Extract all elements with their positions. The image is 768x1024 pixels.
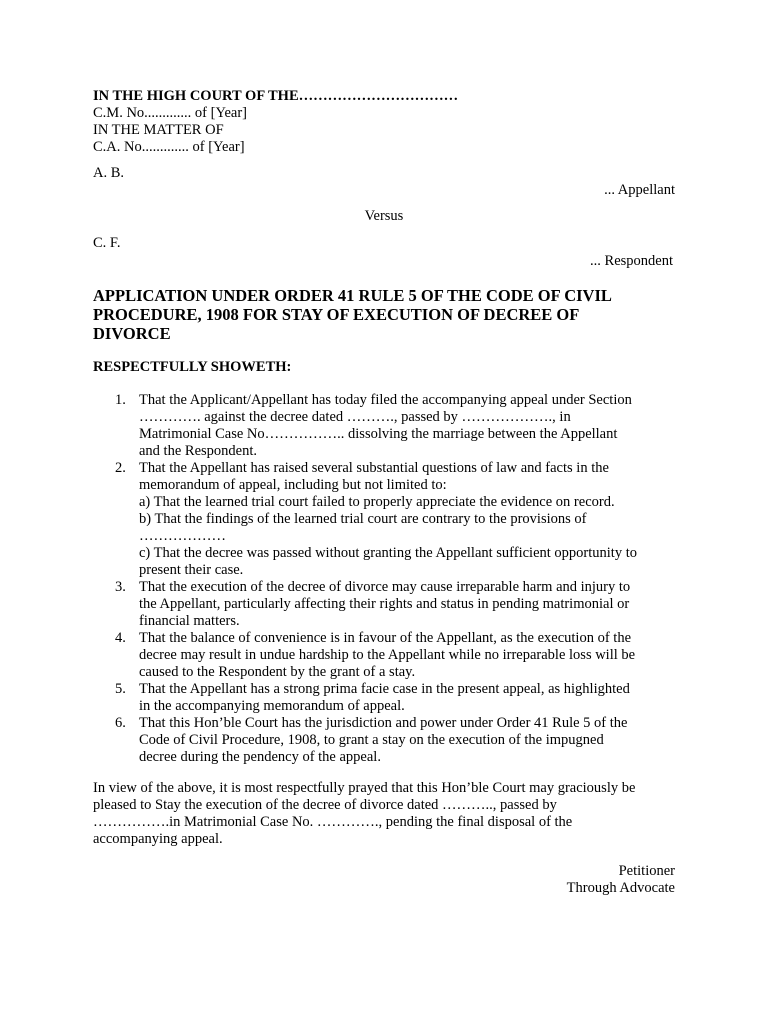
ground-text-line: Code of Civil Procedure, 1908, to grant a stay on the execution of the impugned: [139, 732, 604, 748]
signature-block: [93, 863, 675, 897]
respondent-name: C. F.: [93, 235, 121, 251]
ground-text-line: financial matters.: [139, 613, 240, 629]
case-header: [93, 88, 675, 156]
ground-item: [93, 681, 675, 715]
cm-number: C.M. No............. of [Year]: [93, 105, 247, 121]
ca-number: C.A. No............. of [Year]: [93, 139, 245, 155]
ground-text-line: …………. against the decree dated ………., passed by ………………., in: [139, 409, 571, 425]
versus-text: Versus: [364, 208, 404, 224]
grounds-list: [93, 392, 675, 766]
respondent-role: ... Respondent: [590, 253, 673, 269]
ground-item: [93, 579, 675, 630]
court-name: IN THE HIGH COURT OF THE……………………………: [93, 88, 459, 104]
prayer-text-line: accompanying appeal.: [93, 831, 223, 847]
ground-text-line: decree may result in undue hardship to the Appellant while no irreparable loss will be: [139, 647, 636, 663]
ground-text-line: a) That the learned trial court failed to properly appreciate the evidence on record.: [139, 494, 615, 510]
ground-number: 5.: [115, 681, 126, 697]
ground-text-line: That the Applicant/Appellant has today filed the accompanying appeal under Section: [139, 392, 632, 408]
ground-text-line: That the Appellant has raised several substantial questions of law and facts in the: [139, 460, 609, 476]
ground-text-line: Matrimonial Case No…………….. dissolving the marriage between the Appellant: [139, 426, 618, 442]
ground-text-line: caused to the Respondent by the grant of a stay.: [139, 664, 416, 680]
ground-text-line: That this Hon’ble Court has the jurisdiction and power under Order 41 Rule 5 of the: [139, 715, 628, 731]
ground-item: [93, 460, 675, 579]
ground-text-line: That the Appellant has a strong prima facie case in the present appeal, as highlighted: [139, 681, 630, 697]
ground-text-line: That the execution of the decree of divorce may cause irreparable harm and injury to: [139, 579, 631, 595]
through-advocate-label: Through Advocate: [566, 880, 675, 896]
prayer-paragraph: [93, 780, 675, 848]
ground-text-line: c) That the decree was passed without granting the Appellant sufficient opportunity to: [139, 545, 637, 561]
title-line-1: APPLICATION UNDER ORDER 41 RULE 5 OF THE CODE OF CIVIL: [93, 286, 612, 305]
respectfully-showeth: [93, 359, 675, 376]
ground-item: [93, 630, 675, 681]
ground-text-line: and the Respondent.: [139, 443, 257, 459]
appellant-name: A. B.: [93, 165, 125, 181]
ground-text-line: memorandum of appeal, including but not limited to:: [139, 477, 447, 493]
versus-label: [93, 208, 675, 225]
ground-number: 1.: [115, 392, 126, 408]
title-line-2: PROCEDURE, 1908 FOR STAY OF EXECUTION OF DECREE OF: [93, 305, 580, 324]
ground-text-line: That the balance of convenience is in favour of the Appellant, as the execution of the: [139, 630, 632, 646]
ground-item: [93, 715, 675, 766]
ground-number: 6.: [115, 715, 126, 731]
prayer-text-line: …………….in Matrimonial Case No. …………., pending the final disposal of the: [93, 814, 573, 830]
appellant-block: [93, 165, 675, 199]
prayer-text-line: pleased to Stay the execution of the decree of divorce dated ……….., passed by: [93, 797, 557, 813]
ground-item: [93, 392, 675, 460]
ground-text-line: b) That the findings of the learned trial court are contrary to the provisions of: [139, 511, 587, 527]
ground-text-line: decree during the pendency of the appeal.: [139, 749, 381, 765]
title-line-3: DIVORCE: [93, 324, 171, 343]
showeth-text: RESPECTFULLY SHOWETH:: [93, 359, 292, 375]
appellant-role: ... Appellant: [604, 182, 675, 198]
ground-number: 3.: [115, 579, 126, 595]
ground-text-line: present their case.: [139, 562, 244, 578]
ground-number: 2.: [115, 460, 126, 476]
ground-text-line: ………………: [139, 528, 226, 544]
grounds-list-container: [93, 392, 675, 766]
petitioner-label: Petitioner: [618, 863, 675, 879]
ground-text-line: in the accompanying memorandum of appeal.: [139, 698, 405, 714]
matter-label: IN THE MATTER OF: [93, 122, 224, 138]
ground-number: 4.: [115, 630, 126, 646]
prayer-text-line: In view of the above, it is most respectfully prayed that this Hon’ble Court may graciously be: [93, 780, 636, 796]
application-title: [93, 286, 675, 343]
ground-text-line: the Appellant, particularly affecting their rights and status in pending matrimonial or: [139, 596, 630, 612]
respondent-block: [93, 235, 675, 270]
